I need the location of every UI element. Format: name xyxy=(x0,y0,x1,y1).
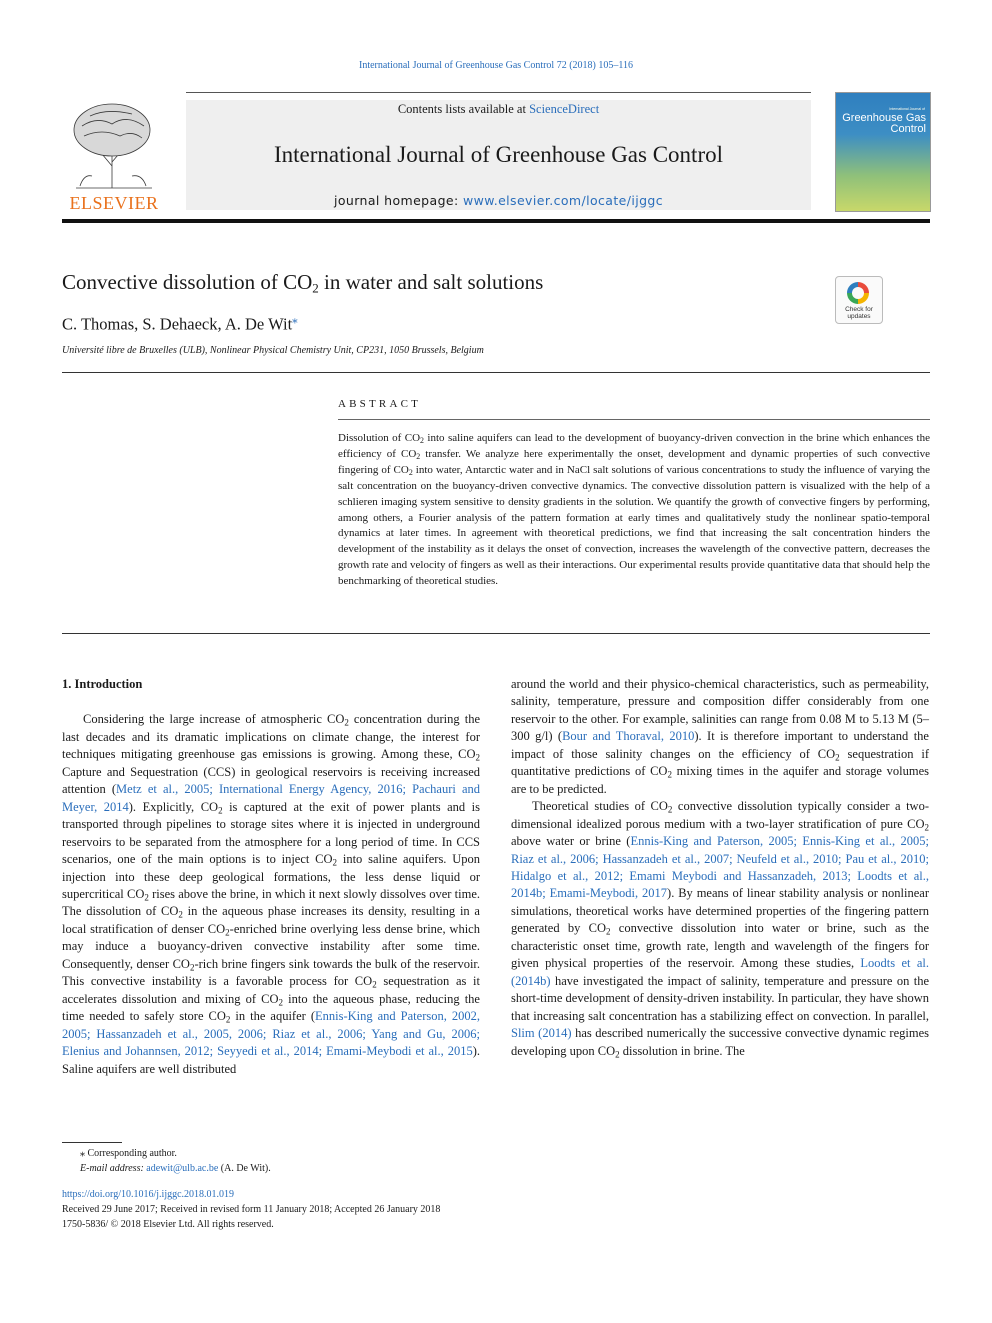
article-meta-footer xyxy=(62,1187,440,1232)
header-thick-rule xyxy=(62,219,930,223)
rule-after-affiliation xyxy=(62,372,930,373)
affiliation: Université libre de Bruxelles (ULB), Nonlinear Physical Chemistry Unit, CP231, 1050 Brussels, Belgium xyxy=(62,345,484,356)
title-text-2: in water and salt solutions xyxy=(318,270,544,294)
cover-small-text: International Journal of xyxy=(889,107,925,111)
footnote-rule xyxy=(62,1142,122,1143)
citation-link[interactable]: Ennis-King and Paterson, 2005; Ennis-King et al., 2005; Riaz et al., 2006; Hassanzadeh et al., 2007; Neufeld et al., 2010; Pau et al., 2010; Hidalgo et al., 2012; Emami Meybodi and Hassanzadeh, 2013; Loodts et al., 2014b; Emami-Meybodi, 2017 xyxy=(511,834,929,901)
body-column-left xyxy=(62,676,480,1078)
section-heading-introduction: 1. Introduction xyxy=(62,677,143,691)
doi-link[interactable]: https://doi.org/10.1016/j.ijggc.2018.01.019 xyxy=(62,1189,235,1200)
title-text-1: Convective dissolution of CO xyxy=(62,270,313,294)
authors-text: C. Thomas, S. Dehaeck, A. De Wit xyxy=(62,314,293,334)
journal-cover-thumbnail[interactable] xyxy=(835,92,931,212)
homepage-prefix: journal homepage: xyxy=(333,193,463,208)
corresponding-author-note: ⁎ Corresponding author. xyxy=(80,1148,177,1159)
body-column-right xyxy=(511,676,929,1060)
abstract-rule xyxy=(338,419,930,420)
citation-link[interactable]: Ennis-King and Paterson, 2002, 2005; Hassanzadeh et al., 2005, 2006; Riaz et al., 2006; Yang and Gu, 2006; Elenius and Johannsen, 2012; Seyyedi et al., 2014; Emami-Meybodi et al., 2015 xyxy=(62,1009,480,1059)
contents-line xyxy=(186,102,811,117)
title-subscript: 2 xyxy=(312,280,319,296)
check-updates-label: Check for updates xyxy=(845,306,873,320)
elsevier-wordmark: ELSEVIER xyxy=(69,193,159,213)
intro-paragraph-1-continued: around the world and their physico-chemical characteristics, such as permeability, salinity, temperature, pressure and composition differ considerably from one reservoir to the other. For example, salinities can range from 0.08 M to 5.13 M (5–300 g/l) (Bour and Thoraval, 2010). It is therefore important to understand the impact of those salinity changes on the efficiency of $CO_2$ sequestration if quantitative predictions of $CO_2$ mixing times in the aquifer and storage volumes are to be predicted. xyxy=(511,677,930,796)
citation-link[interactable]: Slim (2014) xyxy=(511,1026,572,1041)
crossmark-icon xyxy=(847,282,869,304)
article-title xyxy=(62,270,543,295)
citation-link[interactable]: Metz et al., 2005; International Energy Agency, 2016; Pachauri and Meyer, 2014 xyxy=(62,782,481,814)
author-list xyxy=(62,313,298,335)
rule-after-abstract xyxy=(62,633,930,634)
header-top-rule xyxy=(186,92,811,93)
citation-link[interactable]: Loodts et al. (2014b) xyxy=(511,956,930,988)
abstract-text: Dissolution of $CO_2$ into saline aquifers can lead to the development of buoyancy-driven convection in the brine which enhances the efficiency of $CO_2$ transfer. We analyze here experimentally the onset, development and dynamic properties of such convective fingering of $CO_2$ into water, Antarctic water and in NaCl salt solutions of various concentrations to study the influence of varying the salt concentration on the buoyancy-driven convective dynamics. The convective dissolution pattern is visualized with the help of a schlieren imaging system sensitive to density gradients in the solution. We quantify the growth of convective fingers by performing, among others, a Fourier analysis of the pattern formation at early times and qualitatively study the nonlinear spatio-temporal dynamics at later times. In agreement with theoretical predictions, we find that increasing the salt concentration hinders the development of the instability as it delays the onset of convection, increases the wavelength of the convective pattern, decreases the growth rate and velocity of fingers as well as their interactions. Our experimental results provide quantitative data that should help the benchmarking of theoretical studies. xyxy=(338,432,931,588)
contents-prefix: Contents lists available at xyxy=(397,102,530,116)
citation-link[interactable]: Bour and Thoraval, 2010 xyxy=(562,729,695,744)
email-link[interactable]: adewit@ulb.ac.be xyxy=(146,1163,219,1174)
cover-title: Greenhouse Gas Control xyxy=(842,112,926,135)
journal-citation[interactable]: International Journal of Greenhouse Gas Control 72 (2018) 105–116 xyxy=(358,60,633,71)
received-dates: Received 29 June 2017; Received in revised form 11 January 2018; Accepted 26 January 2018 xyxy=(62,1204,441,1215)
corresponding-author-mark[interactable]: ⁎ xyxy=(292,314,298,326)
homepage-line xyxy=(186,193,811,208)
journal-title: International Journal of Greenhouse Gas Control xyxy=(273,142,724,167)
sciencedirect-link[interactable]: ScienceDirect xyxy=(529,102,600,116)
abstract-heading: ABSTRACT xyxy=(338,398,422,410)
intro-paragraph-1: Considering the large increase of atmospheric $CO_2$ concentration during the last decades and its dramatic implications on climate change, the interest for techniques mitigating greenhouse gas emissions is growing. Among these, $CO_2$ Capture and Sequestration (CCS) in geological reservoirs is receiving increased attention (Metz et al., 2005; International Energy Agency, 2016; Pachauri and Meyer, 2014). Explicitly, $CO_2$ is captured at the exit of power plants and is transported through pipelines to storage sites where it is injected in underground reservoirs to be separated from the atmosphere for a long period of time. In CCS scenarios, one of the main options is to inject $CO_2$ into saline aquifers. Upon injection into these deep geological formations, the less dense liquid or supercritical $CO_2$ rises above the brine, in which it next slowly dissolves over time. The dissolution of $CO_2$ in the aqueous phase increases its density, resulting in a local stratification of denser $CO_2$-enriched brine overlying less dense brine, which may induce a buoyancy-driven convective instability after some time. Consequently, denser $CO_2$-rich brine fingers sink towards the bulk of the reservoir. This convective instability is a favorable process for $CO_2$ sequestration as it accelerates dissolution and mixing of $CO_2$ into the aqueous phase, reducing the time needed to safely store $CO_2$ in the aquifer (Ennis-King and Paterson, 2002, 2005; Hassanzadeh et al., 2005, 2006; Riaz et al., 2006; Yang and Gu, 2006; Elenius and Johannsen, 2012; Seyyedi et al., 2014; Emami-Meybodi et al., 2015). Saline aquifers are well distributed xyxy=(62,712,481,1076)
intro-paragraph-2: Theoretical studies of $CO_2$ convective dissolution typically consider a two-dimensional idealized porous medium with a two-layer stratification of pure $CO_2$ above water or brine (Ennis-King and Paterson, 2005; Ennis-King et al., 2005; Riaz et al., 2006; Hassanzadeh et al., 2007; Neufeld et al., 2010; Pau et al., 2010; Hidalgo et al., 2012; Emami Meybodi and Hassanzadeh, 2013; Loodts et al., 2014b; Emami-Meybodi, 2017). By means of linear stability analysis or nonlinear simulations, theoretical works have determined properties of the fingering pattern generated by $CO_2$ convective dissolution into water or brine, such as the characteristic onset time, growth rate, length and wavelength of the fingers for given physical properties of the reservoir. Among these studies, Loodts et al. (2014b) have investigated the impact of salinity, temperature and pressure on the short-time development of density-driven instability. In particular, they have shown that increasing salt concentration has a stabilizing effect on convection. In parallel, Slim (2014) has described numerically the successive convective dynamic regimes developing upon $CO_2$ dissolution in brine. The xyxy=(511,799,930,1059)
journal-homepage-link[interactable]: www.elsevier.com/locate/ijggc xyxy=(463,193,664,208)
email-note: E-mail address: adewit@ulb.ac.be (A. De Wit). xyxy=(80,1163,271,1174)
check-for-updates-badge[interactable] xyxy=(835,276,883,324)
footnote xyxy=(62,1146,271,1176)
copyright-line: 1750-5836/ © 2018 Elsevier Ltd. All rights reserved. xyxy=(62,1219,274,1230)
